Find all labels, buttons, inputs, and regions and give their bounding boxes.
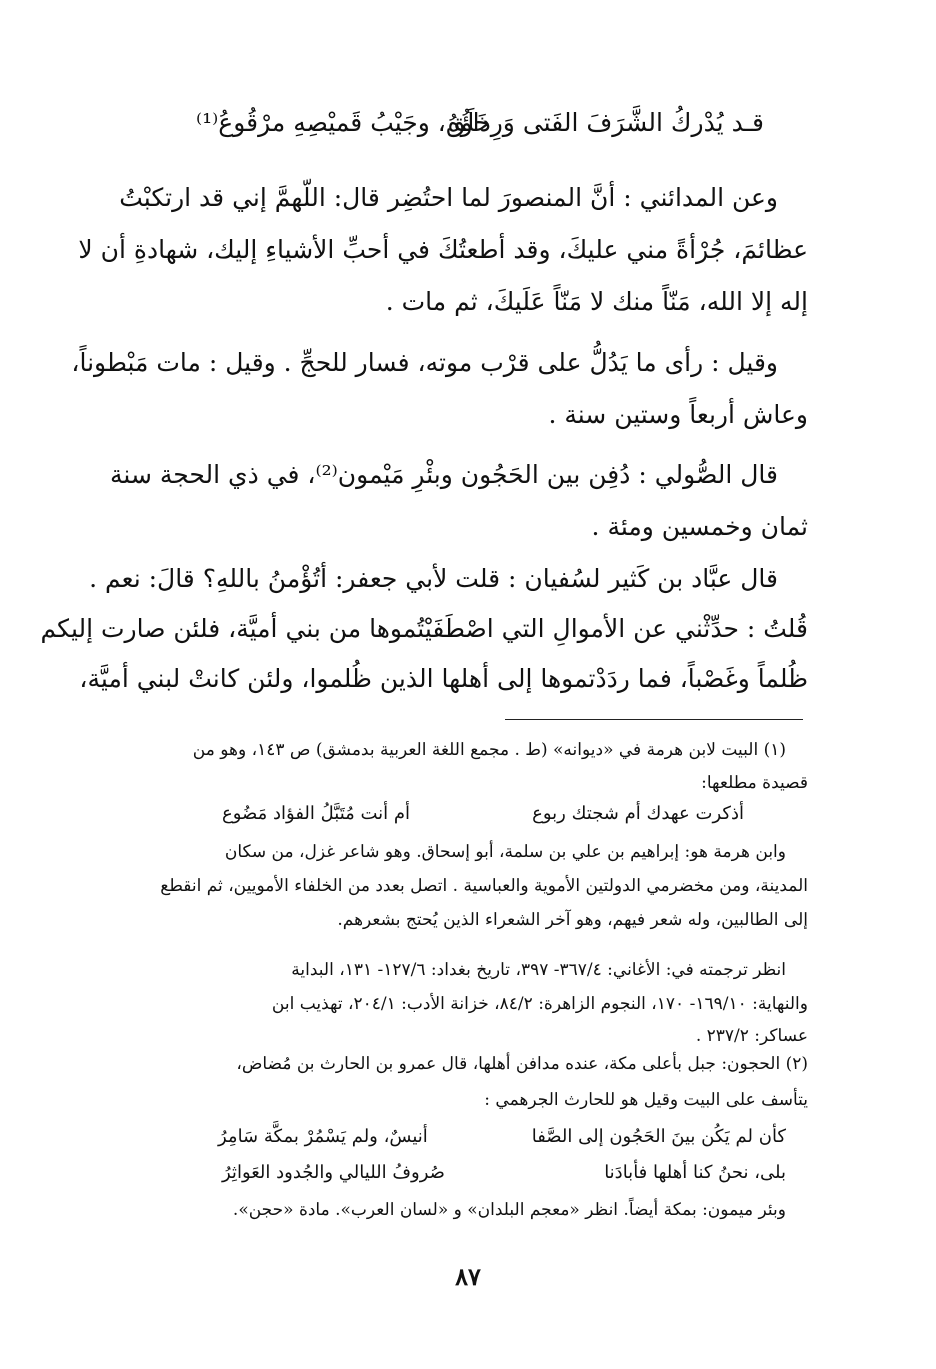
footnote-line: وبئر ميمون: بمكة أيضاً. انظر «معجم البلدان» و «لسان العرب». مادة «حجن». — [232, 1200, 786, 1220]
footnote-verse-left: أم أنت مُتَبَّلُ الفؤاد مَضُوع — [222, 803, 411, 824]
footnote-line: قصيدة مطلعها: — [701, 773, 808, 793]
footnote-line: (١) البيت لابن هرمة في «ديوانه» (ط . مجمع اللغة العربية بدمشق) ص ١٤٣، وهو من — [192, 740, 786, 760]
footnote-line: عساكر: ٢٣٧/٢ . — [695, 1026, 808, 1046]
body-line: وعاش أربعاً وستين سنة . — [548, 400, 808, 429]
body-line: وقيل : رأى ما يَدُلُّ على قرْب موته، فسار للحجِّ . وقيل : مات مَبْطوناً، — [71, 348, 778, 377]
page-number: ٨٧ — [455, 1262, 481, 1291]
footnote-line: (٢) الحجون: جبل بأعلى مكة، عنده مدافن أهلها، قال عمرو بن الحارث بن مُضاض، — [236, 1054, 808, 1074]
footnote-verse-right: كأن لم يَكُن بينَ الحَجُون إلى الصَّفا — [531, 1126, 786, 1147]
body-line: إله إلا الله، مَنّاً منك لا مَنّاً عَلَيكَ، ثم مات . — [385, 287, 808, 316]
footnote-line: وابن هرمة هو: إبراهيم بن علي بن سلمة، أبو إسحاق. وهو شاعر غزل، من سكان — [224, 842, 786, 862]
verse-hemistich-right: قـد يُدْركُ الشَّرَفَ الفَتى وَرِداؤُهُ — [447, 108, 764, 137]
footnote-line: إلى الطالبين، وله شعر فيهم، وهو آخر الشعراء الذين يُحتج بشعرهم. — [337, 910, 808, 930]
body-line: قال الصُّولي : دُفِن بين الحَجُون وبئْرِ مَيْمون⁽²⁾، في ذي الحجة سنة — [110, 460, 778, 489]
footnote-verse-right: بلى، نحنُ كنا أهلها فأبادَنا — [604, 1162, 786, 1183]
footnote-line: المدينة، ومن مخضرمي الدولتين الأموية والعباسية . اتصل بعدد من الخلفاء الأمويين، ثم انقطع — [160, 876, 808, 896]
footnote-line: والنهاية: ١٦٩/١٠- ١٧٠، النجوم الزاهرة: ٨٤/٢، خزانة الأدب: ٢٠٤/١، تهذيب ابن — [271, 994, 808, 1014]
footnote-verse-left: صُروفُ الليالي والجُدود العَواثِرُ — [222, 1162, 445, 1183]
body-line: قال عبَّاد بن كَثير لسُفيان : قلت لأبي جعفر: أتُؤْمنُ باللهِ؟ قالَ: نعم . — [89, 564, 778, 593]
footnote-verse-right: أذكرت عهدك أم شجتك ربوع — [532, 803, 744, 824]
body-line: وعن المدائني : أنَّ المنصورَ لما احتُضِر قال: اللّهمَّ إني قد ارتكبْتُ — [119, 183, 778, 212]
footnote-separator — [505, 719, 803, 720]
footnote-line: انظر ترجمته في: الأغاني: ٣٦٧/٤- ٣٩٧، تاريخ بغداد: ١٢٧/٦- ١٣١، البداية — [291, 960, 786, 980]
footnote-line: يتأسف على البيت وقيل هو للحارث الجرهمي : — [484, 1090, 808, 1110]
body-line: عظائمَ، جُرْأةً مني عليكَ، وقد أطعتُكَ في أحبِّ الأشياءِ إليك، شهادةِ أن لا — [78, 235, 808, 264]
body-line: قُلتُ : حدِّثْني عن الأموالِ التي اصْطَفَيْتُموها من بني أميَّة، فلئن صارت إليكم — [40, 614, 808, 643]
footnote-verse-left: أنيسٌ، ولم يَسْمُرْ بمكَّة سَامِرُ — [218, 1126, 428, 1147]
body-line: ظُلماً وغَصْباً، فما ردَدْتموها إلى أهلها الذين ظُلموا، ولئن كانتْ لبني أميَّة، — [79, 664, 808, 693]
verse-hemistich-left: خَلَق، وجَيْبُ قَميْصِهِ مرْقُوعُ⁽¹⁾ — [196, 108, 491, 137]
body-line: ثمان وخمسين ومئة . — [591, 512, 808, 541]
